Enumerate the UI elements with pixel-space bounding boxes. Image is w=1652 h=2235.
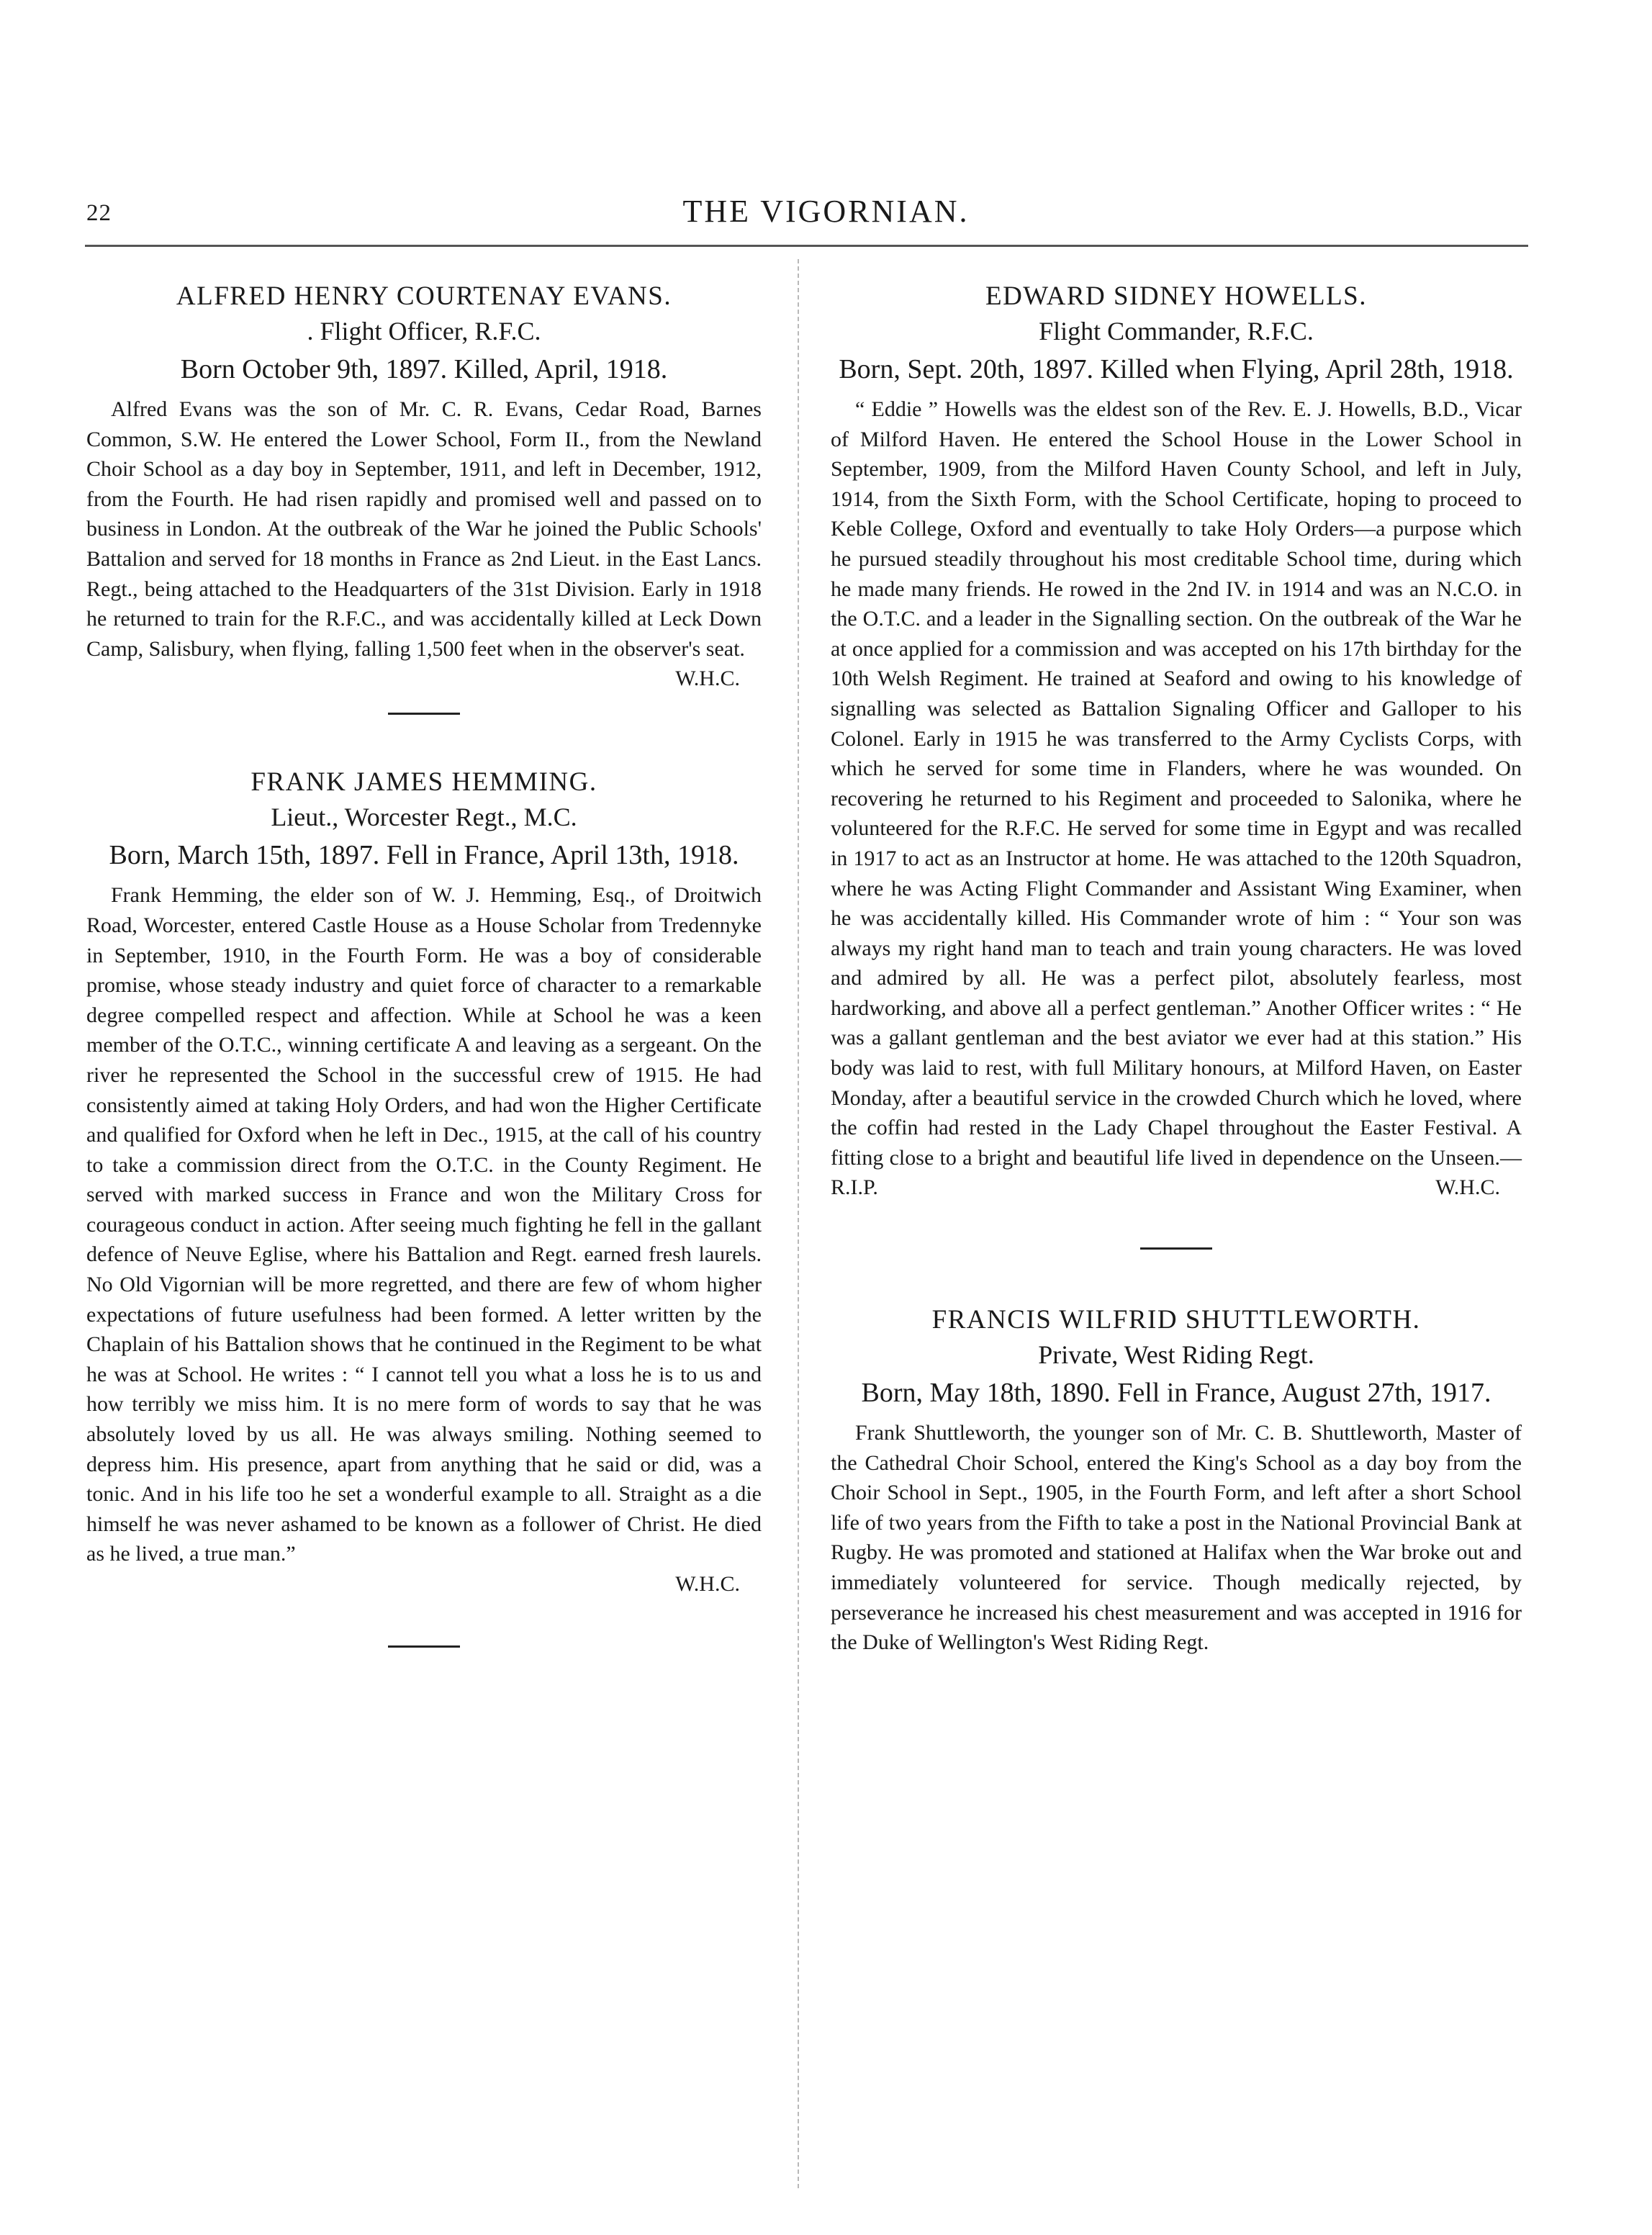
right-column	[831, 279, 1522, 1658]
entry-rank: Private, West Riding Regt.	[1038, 1340, 1314, 1370]
entry-signature: W.H.C.	[675, 1572, 740, 1596]
entry-dates: Born, Sept. 20th, 1897. Killed when Flying, April 28th, 1918.	[839, 354, 1514, 384]
entry-rank: Lieut., Worcester Regt., M.C.	[271, 803, 577, 832]
entry-rank: . Flight Officer, R.F.C.	[307, 317, 541, 346]
entry-dates: Born, March 15th, 1897. Fell in France, April 13th, 1918.	[109, 840, 739, 871]
entry-name: FRANCIS WILFRID SHUTTLEWORTH.	[931, 1305, 1421, 1335]
entry-body: Frank Shuttleworth, the younger son of Mr. C. B. Shuttleworth, Master of the Cathedral Choir School, entered the King's School as a day boy from the Choir School in Sept., 1905, in the Fourth Form, and left after a short School life of two years from the Fifth to take a post in the National Provincial Bank at Rugby. He was promoted and stationed at Halifax when the War broke out and immediately volunteered for service. Though medically rejected, by perseverance he increased his chest measurement and was accepted in 1916 for the Duke of Wellington's West Riding Regt.	[831, 1421, 1522, 1655]
entry-dates: Born, May 18th, 1890. Fell in France, August 27th, 1917.	[861, 1378, 1491, 1409]
entry-body	[86, 394, 762, 691]
obituary-entry	[86, 279, 762, 691]
running-title: THE VIGORNIAN.	[682, 194, 970, 229]
entry-rank: Flight Commander, R.F.C.	[1039, 317, 1314, 346]
section-separator	[388, 1645, 460, 1648]
entry-name: EDWARD SIDNEY HOWELLS.	[985, 281, 1368, 311]
left-column	[86, 279, 762, 1648]
entry-signature: W.H.C.	[675, 667, 740, 691]
entry-dates: Born October 9th, 1897. Killed, April, 1918.	[180, 354, 668, 384]
page-number: 22	[86, 200, 112, 226]
obituary-entry	[86, 765, 762, 1599]
section-separator	[1140, 1247, 1212, 1250]
entry-body	[831, 394, 1522, 1203]
entry-signature: W.H.C.	[1435, 1175, 1500, 1200]
obituary-entry	[831, 1303, 1522, 1658]
entry-name: FRANK JAMES HEMMING.	[250, 767, 597, 798]
entry-body-text: “ Eddie ” Howells was the eldest son of the Rev. E. J. Howells, B.D., Vicar of Milford Haven. He entered the School House in the Lower School in September, 1909, from the Milford Haven County School, and left in July, 1914, from the Sixth Form, with the School Certificate, hoping to proceed to Keble College, Oxford and eventually to take Holy Orders—a purpose which he pursued steadily throughout his most creditable School time, during which he made many friends. He rowed in the 2nd IV. in 1914 and was an N.C.O. in the O.T.C. and a leader in the Signalling section. On the outbreak of the War he at once applied for a commission and was accepted on his 17th birthday for the 10th Welsh Regiment. He trained at Seaford and owing to his knowledge of signalling was selected as Battalion Signaling Officer and Galloper to his Colonel. Early in 1915 he was transferred to the Army Cyclists Corps, with which he served for some time in Flanders, where he was wounded. On recovering he returned to his Regiment and proceeded to Salonika, where he volunteered for the R.F.C. He served for some time in Egypt and was recalled in 1917 to act as an Instructor at home. He was attached to the 120th Squadron, where he was Acting Flight Commander and Assistant Wing Examiner, when he was accidentally killed. His Commander wrote of him : “ Your son was always my right hand man to teach and train young characters. He was loved and admired by all. He was a perfect pilot, absolutely fearless, most hardworking, and above all a perfect gentleman.” Another Officer writes : “ He was a gallant gentleman and the best aviator we ever had at this station.” His body was laid to rest, with full Military honours, at Milford Haven, on Easter Monday, after a beautiful service in the crowded Church which he loved, where the coffin had rested in the Lady Chapel throughout the Easter Festival. A fitting close to a bright and beautiful life lived in dependence on the Unseen.—R.I.P.	[831, 397, 1522, 1200]
entry-body: Frank Hemming, the elder son of W. J. Hemming, Esq., of Droitwich Road, Worcester, entered Castle House as a House Scholar from Tredennyke in September, 1910, in the Fourth Form. He was a boy of considerable promise, whose steady industry and quiet force of character to a remarkable degree compelled respect and affection. While at School he was a keen member of the O.T.C., winning certificate A and leaving as a sergeant. On the river he represented the School in the successful crew of 1915. He had consistently aimed at taking Holy Orders, and had won the Higher Certificate and qualified for Oxford when he left in Dec., 1915, at the call of his country to take a commission direct from the O.T.C. in the County Regiment. He served with marked success in France and won the Military Cross for courageous conduct in action. After seeing much fighting he fell in the gallant defence of Neuve Eglise, where his Battalion and Regt. earned fresh laurels. No Old Vigornian will be more regretted, and there are few of whom higher expectations of future usefulness had been formed. A letter written by the Chaplain of his Battalion shows that he continued in the Regiment to be what he was at School. He writes : “ I cannot tell you what a loss he is to us and how terribly we miss him. It is no mere form of words to say that he was absolutely loved by us all. He was always smiling. Nothing seemed to depress him. His presence, apart from anything that he said or did, was a tonic. And in his life too he set a wonderful example to all. Straight as a die himself he was never ashamed to be known as a follower of Christ. He died as he lived, a true man.”	[86, 883, 762, 1566]
obituary-entry	[831, 279, 1522, 1203]
section-separator	[388, 713, 460, 715]
header-rule	[85, 245, 1528, 247]
column-divider	[798, 259, 799, 2188]
entry-body-text: Alfred Evans was the son of Mr. C. R. Evans, Cedar Road, Barnes Common, S.W. He entered the Lower School, Form II., from the Newland Choir School as a day boy in September, 1911, and left in December, 1912, from the Fourth. He had risen rapidly and promised well and passed on to business in London. At the outbreak of the War he joined the Public Schools' Battalion and served for 18 months in France as 2nd Lieut. in the East Lancs. Regt., being attached to the Headquarters of the 31st Division. Early in 1918 he returned to train for the R.F.C., and was accidentally killed at Leck Down Camp, Salisbury, when flying, falling 1,500 feet when in the observer's seat.	[86, 397, 762, 661]
entry-name: ALFRED HENRY COURTENAY EVANS.	[176, 281, 672, 311]
